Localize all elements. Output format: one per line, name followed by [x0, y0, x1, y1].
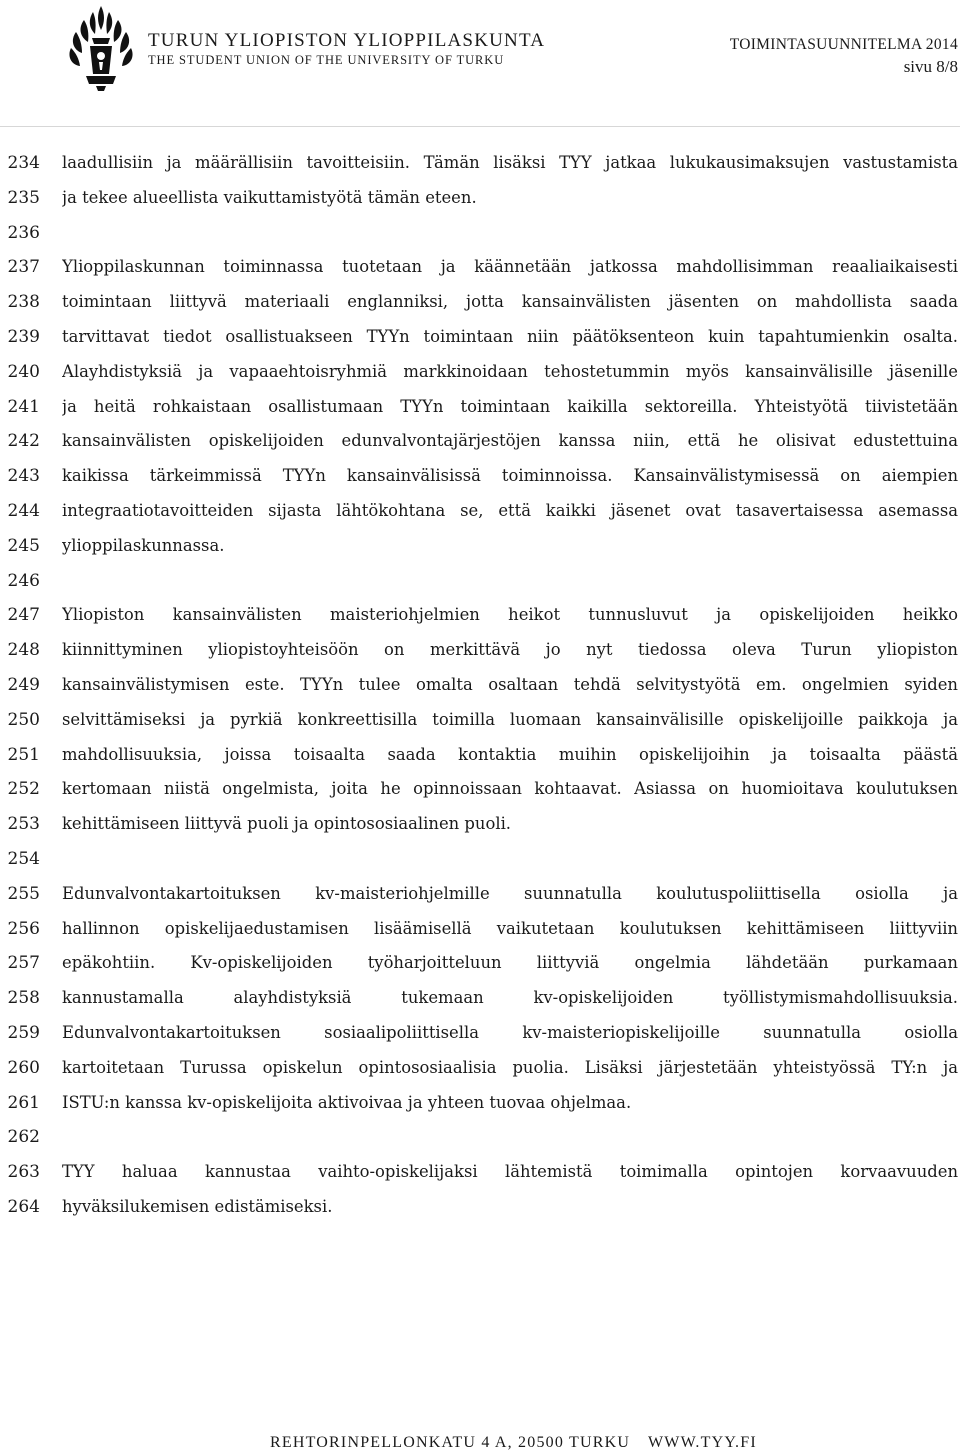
line-number: 254 [7, 848, 40, 869]
text-line: hallinnon opiskelijaedustamisen lisäämisellä vaikutetaan koulutuksen kehittämiseen liittyviin [62, 918, 958, 938]
union-name-block [148, 30, 545, 68]
line-number: 245 [7, 535, 40, 556]
line-number: 253 [7, 814, 40, 835]
text-line: kannustamalla alayhdistyksiä tukemaan kv-opiskelijoiden työllistymismahdollisuuksia. [62, 988, 958, 1008]
line-number: 261 [7, 1092, 40, 1113]
line-number: 240 [7, 361, 40, 382]
text-line: ylioppilaskunnassa. [62, 535, 225, 555]
line-number: 234 [7, 153, 40, 173]
page-number: sivu 8/8 [903, 57, 958, 76]
text-line: Alayhdistyksiä ja vapaaehtoisryhmiä markkinoidaan tehostetummin myös kansainvälisille jäsenille [62, 361, 958, 381]
text-line: laadullisiin ja määrällisiin tavoitteisiin. Tämän lisäksi TYY jatkaa lukukausimaksujen vastustamista [62, 153, 958, 172]
text-line: Edunvalvontakartoituksen sosiaalipoliittisella kv-maisteriopiskelijoille suunnatulla osiolla [62, 1022, 958, 1042]
line-number: 257 [7, 953, 40, 974]
line-number: 255 [7, 883, 40, 904]
text-line: mahdollisuuksia, joissa toisaalta saada kontaktia muihin opiskelijoihin ja toisaalta päästä [62, 744, 958, 764]
text-line: toimintaan liittyvä materiaali englanniksi, jotta kansainvälisten jäsenten on mahdollista saada [62, 292, 958, 312]
line-number: 251 [7, 744, 40, 765]
footer-website: WWW.TYY.FI [648, 1434, 757, 1451]
line-number: 239 [7, 326, 40, 347]
line-number: 262 [7, 1127, 40, 1148]
text-line: Edunvalvontakartoituksen kv-maisteriohjelmille suunnatulla koulutuspoliittisella osiolla ja [62, 883, 958, 903]
text-line: integraatiotavoitteiden sijasta lähtökohtana se, että kaikki jäsenet ovat tasavertaisessa asemassa [62, 500, 958, 520]
text-line: hyväksilukemisen edistämiseksi. [62, 1196, 333, 1216]
footer-address: REHTORINPELLONKATU 4 A, 20500 TURKU [270, 1434, 631, 1451]
text-line: kansainvälistymisen este. TYYn tulee omalta osaltaan tehdä selvitystyötä em. ongelmien syiden [62, 674, 958, 694]
line-number: 258 [7, 988, 40, 1009]
blank-line [62, 216, 958, 251]
text-line: Ylioppilaskunnan toiminnassa tuotetaan ja käännetään jatkossa mahdollisimman reaaliaikaisesti [62, 257, 958, 277]
blank-line [62, 1120, 958, 1155]
line-number: 242 [7, 431, 40, 452]
text-line: kartoitetaan Turussa opiskelun opintososiaalisia puolia. Lisäksi järjestetään yhteistyössä TY:n ja [62, 1057, 958, 1077]
line-number: 237 [7, 257, 40, 278]
document-body [62, 146, 958, 1225]
document-title: TOIMINTASUUNNITELMA 2014 [729, 36, 958, 53]
text-line: kehittämiseen liittyvä puoli ja opintososiaalinen puoli. [62, 814, 512, 834]
text-line: epäkohtiin. Kv-opiskelijoiden työharjoitteluun liittyviä ongelmia lähdetään purkamaan [62, 953, 958, 973]
header-divider [0, 126, 960, 127]
text-line: ja heitä rohkaistaan osallistumaan TYYn toimintaan kaikilla sektoreilla. Yhteistyötä tiivistetään [62, 396, 958, 416]
text-line: kansainvälisten opiskelijoiden edunvalvontajärjestöjen kanssa niin, että he olisivat edustettuina [62, 431, 958, 451]
line-number: 250 [7, 709, 40, 730]
line-number: 259 [7, 1022, 40, 1043]
union-name-finnish: TURUN YLIOPISTON YLIOPPILASKUNTA [148, 30, 546, 51]
text-line: Yliopiston kansainvälisten maisteriohjelmien heikot tunnusluvut ja opiskelijoiden heikko [62, 605, 958, 625]
text-line: ISTU:n kanssa kv-opiskelijoita aktivoivaa ja yhteen tuovaa ohjelmaa. [62, 1092, 632, 1112]
line-number-column [0, 146, 40, 1225]
union-name-english: THE STUDENT UNION OF THE UNIVERSITY OF TURKU [148, 53, 505, 67]
line-number: 256 [7, 918, 40, 939]
text-line: kaikissa tärkeimmissä TYYn kansainvälisissä toiminnoissa. Kansainvälistymisessä on aiempien [62, 466, 958, 486]
line-number: 241 [7, 396, 40, 417]
page-footer [0, 1424, 960, 1456]
line-number: 243 [7, 466, 40, 487]
line-number: 236 [7, 222, 40, 243]
blank-line [62, 842, 958, 877]
text-line: ja tekee alueellista vaikuttamistyötä tämän eteen. [62, 187, 477, 207]
student-union-logo [66, 4, 136, 92]
text-line: TYY haluaa kannustaa vaihto-opiskelijaksi lähtemistä toimimalla opintojen korvaavuuden [62, 1162, 958, 1182]
text-line: selvittämiseksi ja pyrkiä konkreettisilla toimilla luomaan kansainvälisille opiskelijoille paikkoja ja [62, 709, 958, 729]
line-number: 247 [7, 605, 40, 626]
line-number: 260 [7, 1057, 40, 1078]
text-line: kertomaan niistä ongelmista, joita he opinnoissaan kohtaavat. Asiassa on huomioitava koulutuksen [62, 779, 958, 799]
line-number: 238 [7, 292, 40, 313]
line-number: 252 [7, 779, 40, 800]
text-line: tarvittavat tiedot osallistuakseen TYYn toimintaan niin päätöksenteon kuin tapahtumienkin osalta. [62, 326, 958, 346]
line-number: 244 [7, 500, 40, 521]
line-number: 246 [7, 570, 40, 591]
blank-line [62, 564, 958, 599]
page-header [0, 0, 960, 110]
line-number: 264 [7, 1196, 40, 1217]
line-number: 249 [7, 674, 40, 695]
line-number: 263 [7, 1162, 40, 1183]
text-line: kiinnittyminen yliopistoyhteisöön on merkittävä jo nyt tiedossa oleva Turun yliopiston [62, 640, 958, 660]
line-number: 235 [7, 187, 40, 208]
line-number: 248 [7, 640, 40, 661]
